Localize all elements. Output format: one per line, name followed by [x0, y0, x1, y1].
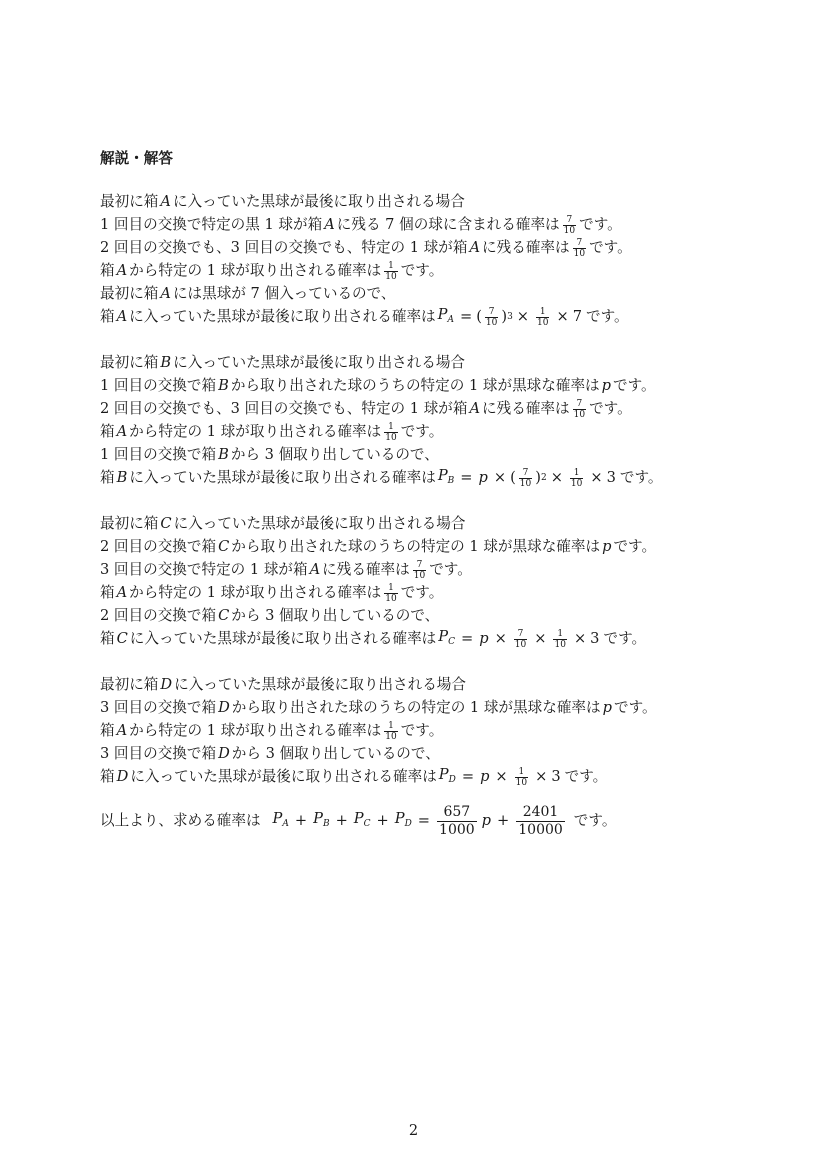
section-c-line-1: 2 回目の交換で箱 C から取り出された球のうちの特定の 1 球が黒球な確率は p です。 [100, 538, 657, 555]
section-a-line-3: 箱 A から特定の 1 球が取り出される確率は $\frac{1}{10}$ です。 [100, 260, 444, 282]
section-c-line-2: 3 回目の交換で特定の 1 球が箱 A に残る確率は $\frac{7}{10}$ です。 [100, 559, 472, 581]
section-b-line-2: 2 回目の交換でも、3 回目の交換でも、特定の 1 球が箱 A に残る確率は $\frac{7}{10}$ です。 [100, 398, 632, 420]
section-a-line-2: 2 回目の交換でも、3 回目の交換でも、特定の 1 球が箱 A に残る確率は $\frac{7}{10}$ です。 [100, 237, 632, 259]
section-b-title: 最初に箱 B に入っていた黒球が最後に取り出される場合 [100, 354, 466, 371]
section-d-line-3: 3 回目の交換で箱 D から 3 個取り出しているので、 [100, 745, 440, 762]
section-d-line-1: 3 回目の交換で箱 D から取り出された球のうちの特定の 1 球が黒球な確率は p です。 [100, 699, 657, 716]
section-a-line-5: 箱 A に入っていた黒球が最後に取り出される確率は $P_A$ = ( $\frac{7}{10}$ ) 3 × $\frac{1}{10}$ × 7 です。 [100, 305, 629, 328]
fraction: $\frac{1}{10}$ [385, 260, 397, 282]
fraction: $\frac{7}{10}$ [573, 237, 586, 259]
section-c-line-4: 2 回目の交換で箱 C から 3 個取り出しているので、 [100, 607, 440, 624]
section-b-line-1: 1 回目の交換で箱 B から取り出された球のうちの特定の 1 球が黒球な確率は p です。 [100, 377, 656, 394]
fraction: $\frac{7}{10}$ [563, 214, 576, 236]
section-b-line-4: 1 回目の交換で箱 B から 3 個取り出しているので、 [100, 446, 439, 463]
final-result: 以上より、求める確率は $P_A$ + $P_B$ + $P_C$ + $P_D$ = $\frac{657}{1000}$ p + $\frac{2401}{10000}$ です。 [100, 803, 617, 838]
section-a-title: 最初に箱 A に入っていた黒球が最後に取り出される場合 [100, 193, 465, 210]
section-b-line-3: 箱 A から特定の 1 球が取り出される確率は $\frac{1}{10}$ です。 [100, 421, 444, 443]
section-c-line-3: 箱 A から特定の 1 球が取り出される確率は $\frac{1}{10}$ です。 [100, 582, 444, 604]
page-number: 2 [408, 1122, 419, 1139]
fraction-657-1000: $\frac{657}{1000}$ [439, 803, 475, 838]
section-a-line-1: 1 回目の交換で特定の黒 1 球が箱 A に残る 7 個の球に含まれる確率は $\frac{7}{10}$ です。 [100, 214, 622, 236]
section-b-line-5: 箱 B に入っていた黒球が最後に取り出される確率は $P_B$ = p × ( $\frac{7}{10}$ ) 2 × $\frac{1}{10}$ × 3 です。 [100, 466, 663, 489]
section-c-line-5: 箱 C に入っていた黒球が最後に取り出される確率は $P_C$ = p × $\frac{7}{10}$ × $\frac{1}{10}$ × 3 です。 [100, 627, 647, 650]
section-d-title: 最初に箱 D に入っていた黒球が最後に取り出される場合 [100, 676, 466, 693]
section-a-line-4: 最初に箱 A には黒球が 7 個入っているので、 [100, 285, 396, 302]
heading: 解説・解答 [100, 150, 173, 167]
section-d-line-2: 箱 A から特定の 1 球が取り出される確率は $\frac{1}{10}$ です。 [100, 720, 444, 742]
section-c-title: 最初に箱 C に入っていた黒球が最後に取り出される場合 [100, 515, 466, 532]
section-d-line-4: 箱 D に入っていた黒球が最後に取り出される確率は $P_D$ = p × $\frac{1}{10}$ × 3 です。 [100, 765, 608, 788]
fraction-2401-10000: $\frac{2401}{10000}$ [518, 803, 563, 838]
